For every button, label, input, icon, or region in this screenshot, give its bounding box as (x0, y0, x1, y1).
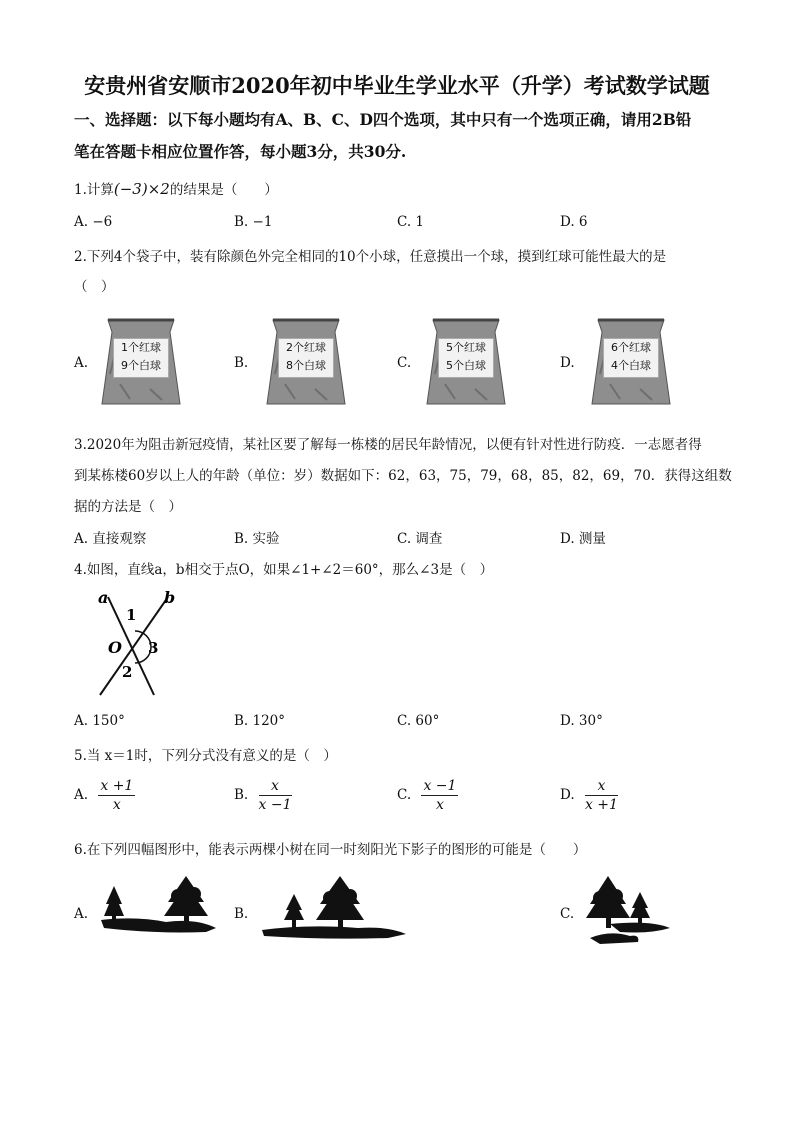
q3-option-d[interactable]: D. 测量 (560, 531, 606, 547)
q5-option-d[interactable] (560, 778, 618, 813)
q1-option-d[interactable]: D. 6 (560, 214, 588, 230)
q6-text: 6.在下列四幅图形中，能表示两棵小树在同一时刻阳光下影子的图形的可能是（ ） (74, 842, 587, 858)
section-instruction-line2: 笔在答题卡相应位置作答，每小题3分，共30分. (74, 142, 407, 161)
q1-option-b[interactable]: B. −1 (234, 214, 273, 230)
bag-b-red: 2个红球 (286, 341, 326, 354)
q3-option-c[interactable]: C. 调查 (397, 531, 443, 547)
q5-option-a[interactable] (74, 778, 135, 813)
q6-option-b-letter[interactable]: B. (234, 906, 249, 922)
q5-option-a-letter: A. (74, 787, 89, 803)
q4-option-b[interactable]: B. 120° (234, 713, 286, 729)
q1-option-c[interactable]: C. 1 (397, 214, 425, 230)
label-a: a (98, 588, 109, 607)
label-angle-1: 1 (126, 606, 137, 624)
label-angle-3: 3 (148, 639, 159, 657)
bag-a-white: 9个白球 (121, 359, 161, 372)
q2-option-c-letter[interactable]: C. (397, 355, 412, 371)
q2-option-a-letter[interactable]: A. (74, 355, 89, 371)
q1-expression: (−3)×2 (113, 180, 170, 198)
label-b: b (164, 588, 176, 607)
bag-c-red: 5个红球 (446, 341, 486, 354)
q3-option-a[interactable]: A. 直接观察 (74, 531, 147, 547)
bag-a-image[interactable] (100, 314, 182, 412)
q2-text-line2: （ ） (74, 279, 115, 295)
label-angle-2: 2 (122, 663, 133, 681)
bag-d-red: 6个红球 (611, 341, 651, 354)
q5-d-numerator: x (585, 778, 618, 796)
q5-option-d-letter: D. (560, 787, 575, 803)
bag-d-image[interactable] (590, 314, 672, 412)
q5-option-c-letter: C. (397, 787, 412, 803)
q5-b-denominator: x −1 (258, 797, 292, 813)
q5-option-c[interactable] (397, 778, 458, 813)
trees-shadow-image-b[interactable] (258, 872, 408, 942)
q5-a-numerator: x +1 (100, 778, 134, 794)
bag-b-white: 8个白球 (286, 359, 326, 372)
q4-option-a[interactable]: A. 150° (74, 713, 125, 729)
q5-option-b[interactable] (234, 778, 292, 813)
q5-c-denominator: x (435, 797, 444, 813)
q5-option-b-letter: B. (234, 787, 249, 803)
q4-text: 4.如图，直线a，b相交于点O，如果∠1+∠2＝60°，那么∠3是（ ） (74, 562, 494, 578)
q5-text: 5.当 x＝1时，下列分式没有意义的是（ ） (74, 748, 337, 764)
section-instruction-line1: 一、选择题：以下每小题均有A、B、C、D四个选项，其中只有一个选项正确，请用2B铅 (74, 110, 692, 129)
q1-option-a[interactable]: A. −6 (74, 214, 113, 230)
bag-c-white: 5个白球 (446, 359, 486, 372)
q2-option-b-letter[interactable]: B. (234, 355, 249, 371)
q3-option-b[interactable]: B. 实验 (234, 531, 280, 547)
q4-option-d[interactable]: D. 30° (560, 713, 603, 729)
bag-d-white: 4个白球 (611, 359, 651, 372)
q5-b-numerator: x (259, 778, 292, 796)
q3-text-line3: 据的方法是（ ） (74, 499, 182, 515)
q4-option-c[interactable]: C. 60° (397, 713, 440, 729)
q5-c-numerator: x −1 (423, 778, 457, 794)
q5-d-denominator: x +1 (584, 797, 618, 813)
intersecting-lines-figure (90, 585, 190, 700)
q1-prefix: 1.计算 (74, 182, 114, 198)
q2-option-d-letter[interactable]: D. (560, 355, 575, 371)
trees-shadow-image-a[interactable] (96, 872, 221, 938)
q1-suffix: 的结果是（ ） (169, 182, 278, 198)
label-o: O (108, 638, 122, 657)
bag-a-red: 1个红球 (121, 341, 161, 354)
page-title: 安贵州省安顺市2020年初中毕业生学业水平（升学）考试数学试题 (84, 73, 710, 98)
question-1 (74, 178, 278, 198)
trees-shadow-image-c[interactable] (580, 872, 680, 947)
bag-b-image[interactable] (265, 314, 347, 412)
q6-option-a-letter[interactable]: A. (74, 906, 89, 922)
bag-c-image[interactable] (425, 314, 507, 412)
q3-text-line2: 到某栋楼60岁以上人的年龄（单位：岁）数据如下：62，63，75，79，68，85，82，69，70．获得这组数 (74, 468, 732, 484)
q3-text-line1: 3.2020年为阻击新冠疫情，某社区要了解每一栋楼的居民年龄情况，以便有针对性进行防疫．一志愿者得 (74, 437, 702, 453)
q2-text-line1: 2.下列4个袋子中，装有除颜色外完全相同的10个小球，任意摸出一个球，摸到红球可能性最大的是 (74, 249, 667, 265)
q5-a-denominator: x (112, 797, 121, 813)
q6-option-c-letter[interactable]: C. (560, 906, 575, 922)
